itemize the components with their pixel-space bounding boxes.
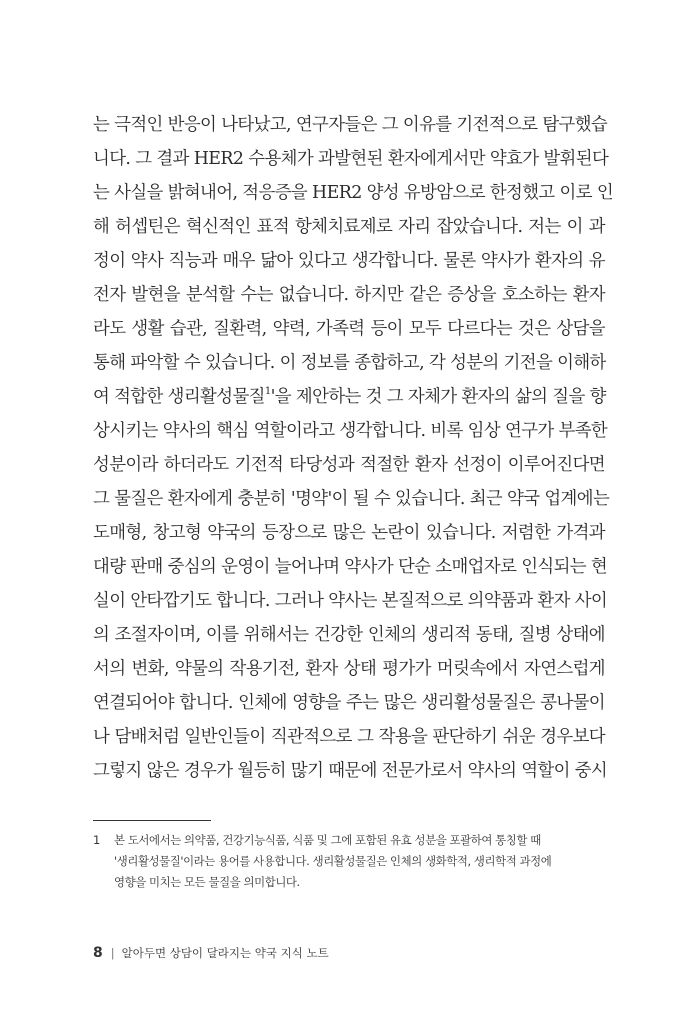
book-title: 알아두면 상담이 달라지는 약국 지식 노트: [121, 946, 329, 960]
body-line: 통해 파악할 수 있습니다. 이 정보를 종합하고, 각 성분의 기전을 이해하: [93, 353, 606, 373]
body-line: 도매형, 창고형 약국의 등장으로 많은 논란이 있습니다. 저렴한 가격과: [93, 523, 605, 543]
footer-separator: |: [110, 946, 115, 960]
body-line-with-footnote-ref: [93, 380, 605, 414]
body-line: 대량 판매 중심의 운영이 늘어나며 약사가 단순 소매업자로 인식되는 현: [93, 557, 608, 577]
running-footer: [93, 944, 329, 962]
body-line: 연결되어야 합니다. 인체에 영향을 주는 많은 생리활성물질은 콩나물이: [93, 693, 605, 713]
body-line-start: 여 적합한 생리활성물질: [93, 387, 265, 407]
body-line: 성분이라 하더라도 기전적 타당성과 적절한 환자 선정이 이루어진다면: [93, 455, 605, 475]
body-line-end: '을 제안하는 것 그 자체가 환자의 삶의 질을 향: [270, 387, 606, 407]
body-line: 정이 약사 직능과 매우 닮아 있다고 생각합니다. 물론 약사가 환자의 유: [93, 251, 605, 271]
body-line: 상시키는 약사의 핵심 역할이라고 생각합니다. 비록 임상 연구가 부족한: [93, 421, 608, 441]
footnote: [93, 830, 613, 893]
footnote-reference: 1: [264, 386, 271, 397]
page-number: 8: [93, 945, 103, 961]
body-line: 서의 변화, 약물의 작용기전, 환자 상태 평가가 머릿속에서 자연스럽게: [93, 659, 605, 679]
body-line: 실이 안타깝기도 합니다. 그러나 약사는 본질적으로 의약품과 환자 사이: [93, 591, 608, 611]
body-line: 그렇지 않은 경우가 월등히 많기 때문에 전문가로서 약사의 역할이 중시: [93, 761, 608, 781]
footnote-line: '생리활성물질'이라는 용어를 사용합니다. 생리활성물질은 인체의 생화학적, 생리학적 과정에: [114, 854, 552, 868]
body-line: 그 물질은 환자에게 충분히 '명약'이 될 수 있습니다. 최근 약국 업계에는: [93, 489, 610, 509]
body-line: 해 허셉틴은 혁신적인 표적 항체치료제로 자리 잡았습니다. 저는 이 과: [93, 217, 605, 237]
body-line: 니다. 그 결과 HER2 수용체가 과발현된 환자에게서만 약효가 발휘된다: [93, 149, 609, 169]
body-text: [93, 108, 614, 788]
footnote-line: 본 도서에서는 의약품, 건강기능식품, 식품 및 그에 포함된 유효 성분을 포괄하여 통칭할 때: [114, 833, 541, 847]
body-line: 는 극적인 반응이 나타났고, 연구자들은 그 이유를 기전적으로 탐구했습: [93, 115, 608, 135]
footnote-text: [114, 830, 613, 893]
body-line: 전자 발현을 분석할 수는 없습니다. 하지만 같은 증상을 호소하는 환자: [93, 285, 605, 305]
body-line: 나 담배처럼 일반인들이 직관적으로 그 작용을 판단하기 쉬운 경우보다: [93, 727, 605, 747]
body-line: 라도 생활 습관, 질환력, 약력, 가족력 등이 모두 다르다는 것은 상담을: [93, 319, 605, 339]
footnote-line: 영향을 미치는 모든 물질을 의미합니다.: [114, 875, 300, 889]
footnote-number: 1: [93, 833, 101, 847]
body-line: 는 사실을 밝혀내어, 적응증을 HER2 양성 유방암으로 한정했고 이로 인: [93, 183, 614, 203]
body-line: 의 조절자이며, 이를 위해서는 건강한 인체의 생리적 동태, 질병 상태에: [93, 625, 605, 645]
footnote-divider: [93, 820, 211, 821]
